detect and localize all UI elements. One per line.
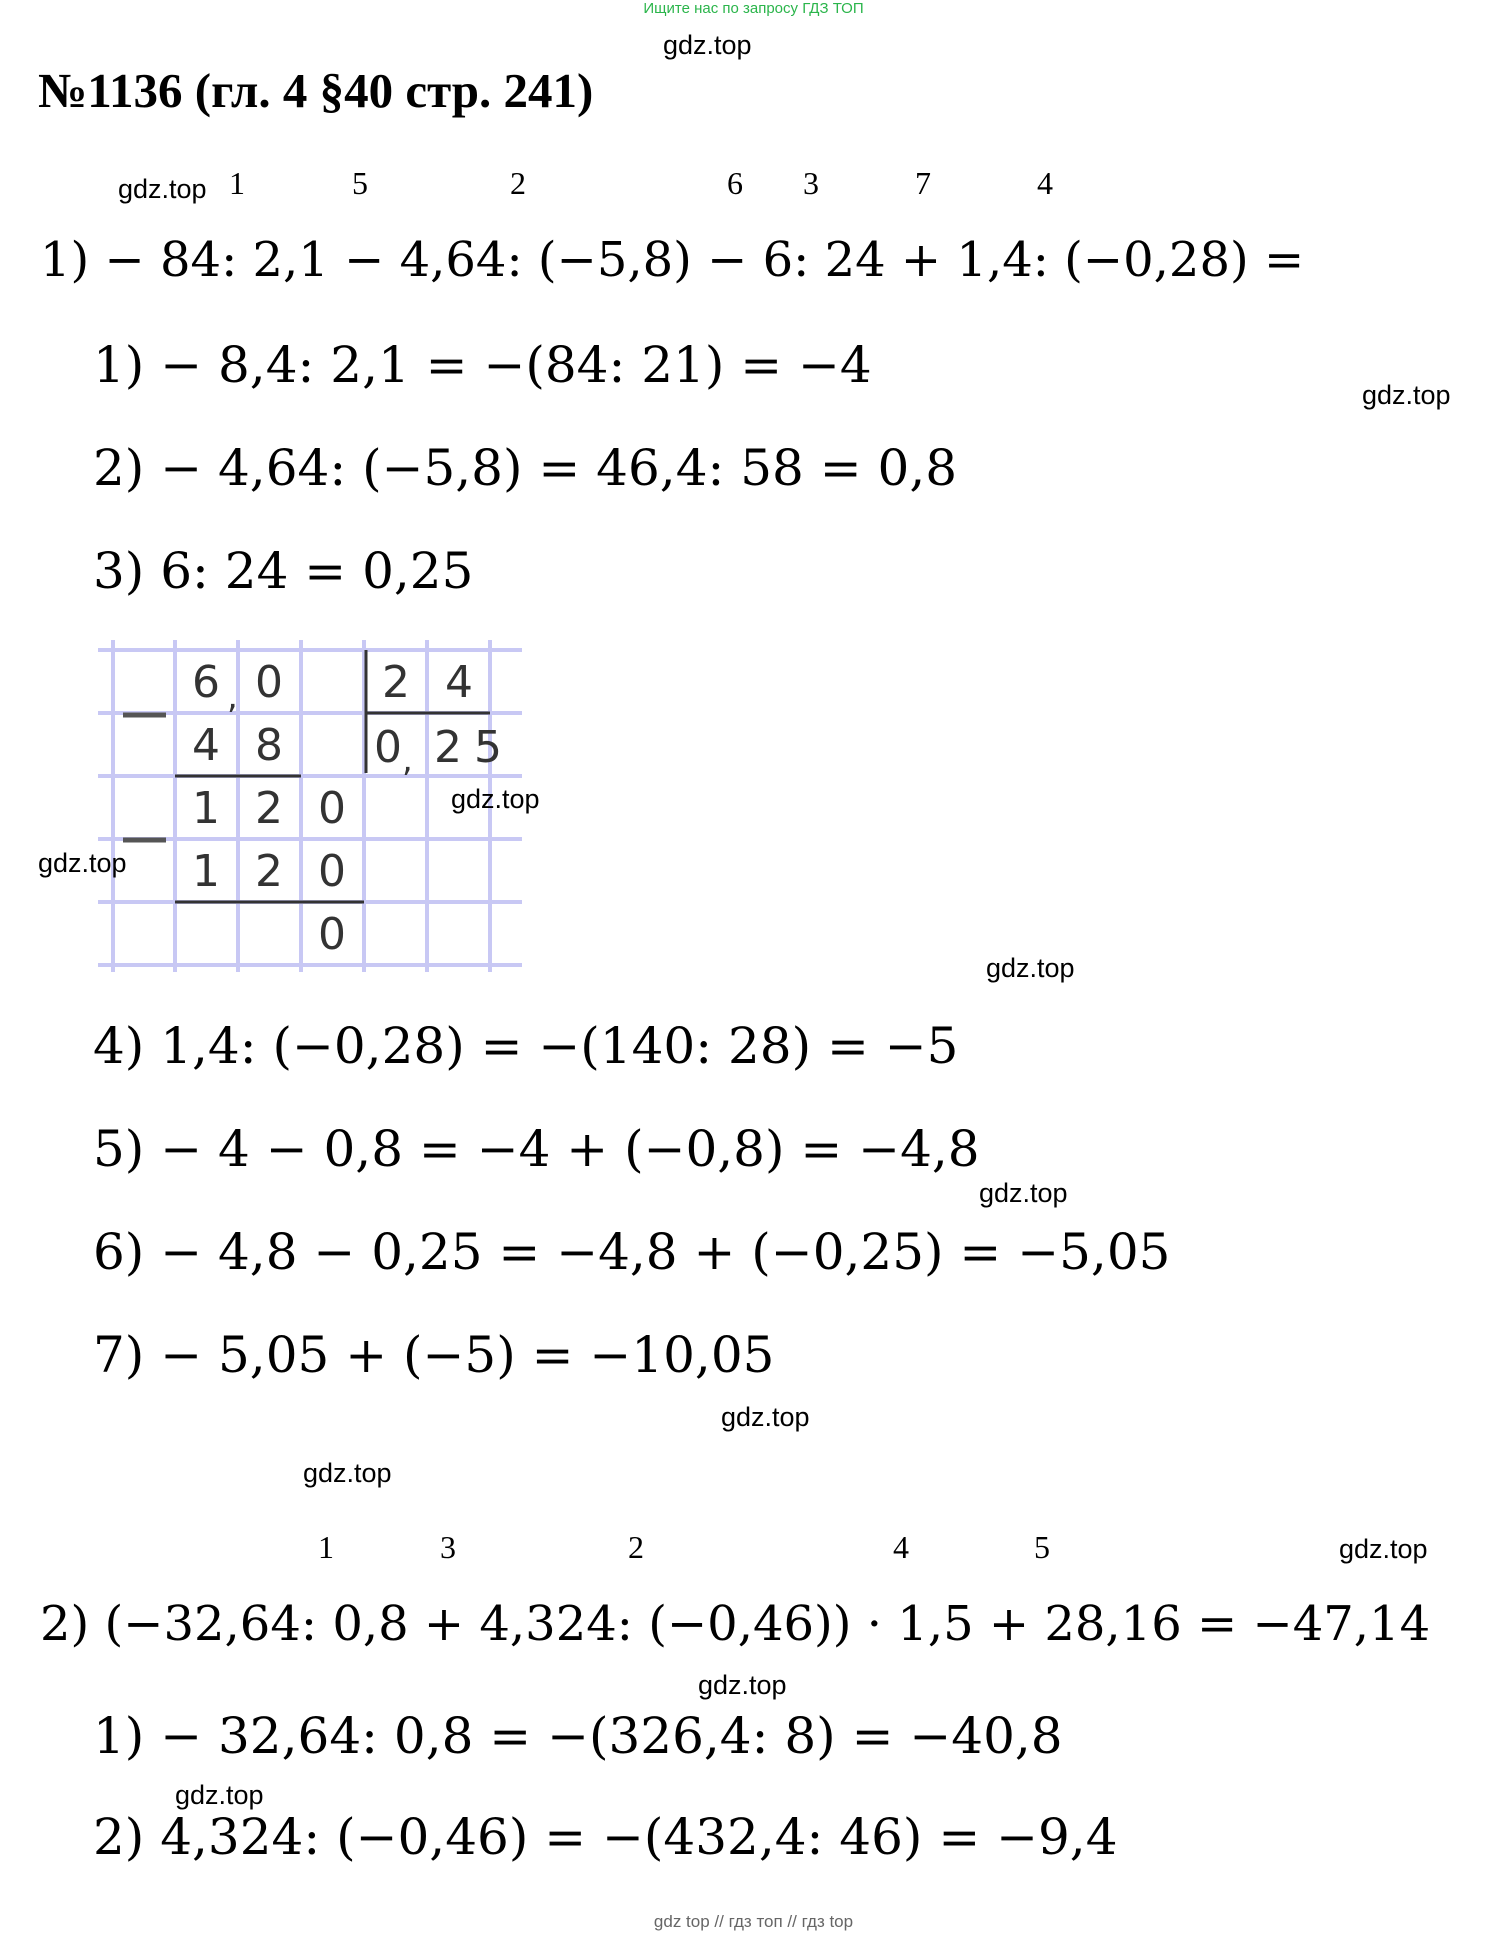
order-mark: 1	[318, 1529, 334, 1565]
task2-expression: 2) (−32,64: 0,8 + 4,324: (−0,46)) · 1,5 + 28,16 = −47,14	[40, 1596, 1431, 1652]
remainder-digit: 0	[318, 783, 346, 834]
task2-step-2: 2) 4,324: (−0,46) = −(432,4: 46) = −9,4	[93, 1808, 1118, 1866]
subtrahend-digit: 0	[318, 846, 346, 897]
order-mark: 7	[915, 165, 931, 201]
watermark: gdz.top	[1362, 380, 1451, 410]
quotient-digit: 5	[474, 722, 502, 773]
subtrahend-digit: 2	[255, 846, 283, 897]
watermark: gdz.top	[721, 1402, 810, 1432]
subtrahend-digit: 8	[255, 720, 283, 771]
task1-step-1: 1) − 8,4: 2,1 = −(84: 21) = −4	[93, 336, 872, 394]
order-mark: 5	[1034, 1529, 1050, 1565]
dividend-digit: 6	[192, 657, 220, 708]
quotient-digit: 0	[374, 722, 402, 773]
quotient-digit: 2	[434, 722, 462, 773]
task1-step-3: 3) 6: 24 = 0,25	[93, 542, 474, 600]
watermark: gdz.top	[451, 784, 540, 814]
task2-step-1: 1) − 32,64: 0,8 = −(326,4: 8) = −40,8	[93, 1707, 1063, 1765]
order-mark: 2	[510, 165, 526, 201]
order-mark: 4	[893, 1529, 909, 1565]
order-mark: 6	[727, 165, 743, 201]
watermark: gdz.top	[303, 1458, 392, 1488]
task1-step-5: 5) − 4 − 0,8 = −4 + (−0,8) = −4,8	[93, 1120, 980, 1178]
final-remainder-digit: 0	[318, 909, 346, 960]
search-hint-banner: Ищите нас по запросу ГДЗ ТОП	[643, 0, 864, 17]
watermark: gdz.top	[986, 953, 1075, 983]
task1-expression: 1) − 84: 2,1 − 4,64: (−5,8) − 6: 24 + 1,4: (−0,28) =	[40, 232, 1305, 288]
watermark: gdz.top	[979, 1178, 1068, 1208]
decimal-comma: ,	[227, 677, 238, 717]
watermark: gdz.top	[663, 30, 752, 60]
watermark: gdz.top	[175, 1780, 264, 1810]
subtrahend-digit: 1	[192, 846, 220, 897]
order-mark: 5	[352, 165, 368, 201]
watermark: gdz.top	[1339, 1534, 1428, 1564]
watermark: gdz.top	[698, 1670, 787, 1700]
task1-step-4: 4) 1,4: (−0,28) = −(140: 28) = −5	[93, 1017, 959, 1075]
order-mark: 1	[229, 165, 245, 201]
task1-step-6: 6) − 4,8 − 0,25 = −4,8 + (−0,25) = −5,05	[93, 1223, 1171, 1281]
dividend-digit: 0	[255, 657, 283, 708]
subtrahend-digit: 4	[192, 720, 220, 771]
task1-step-2: 2) − 4,64: (−5,8) = 46,4: 58 = 0,8	[93, 439, 958, 497]
order-mark: 3	[803, 165, 819, 201]
divisor-digit: 4	[445, 657, 473, 708]
order-mark: 4	[1037, 165, 1053, 201]
order-mark: 2	[628, 1529, 644, 1565]
decimal-comma: ,	[402, 740, 413, 780]
watermark: gdz.top	[118, 174, 207, 204]
watermark: gdz.top	[38, 848, 127, 878]
remainder-digit: 2	[255, 783, 283, 834]
divisor-digit: 2	[382, 657, 410, 708]
remainder-digit: 1	[192, 783, 220, 834]
task1-step-7: 7) − 5,05 + (−5) = −10,05	[93, 1326, 775, 1384]
page-title: №1136 (гл. 4 §40 стр. 241)	[38, 63, 594, 118]
footer-watermark: gdz top // гдз топ // гдз top	[653, 1912, 854, 1931]
order-mark: 3	[440, 1529, 456, 1565]
